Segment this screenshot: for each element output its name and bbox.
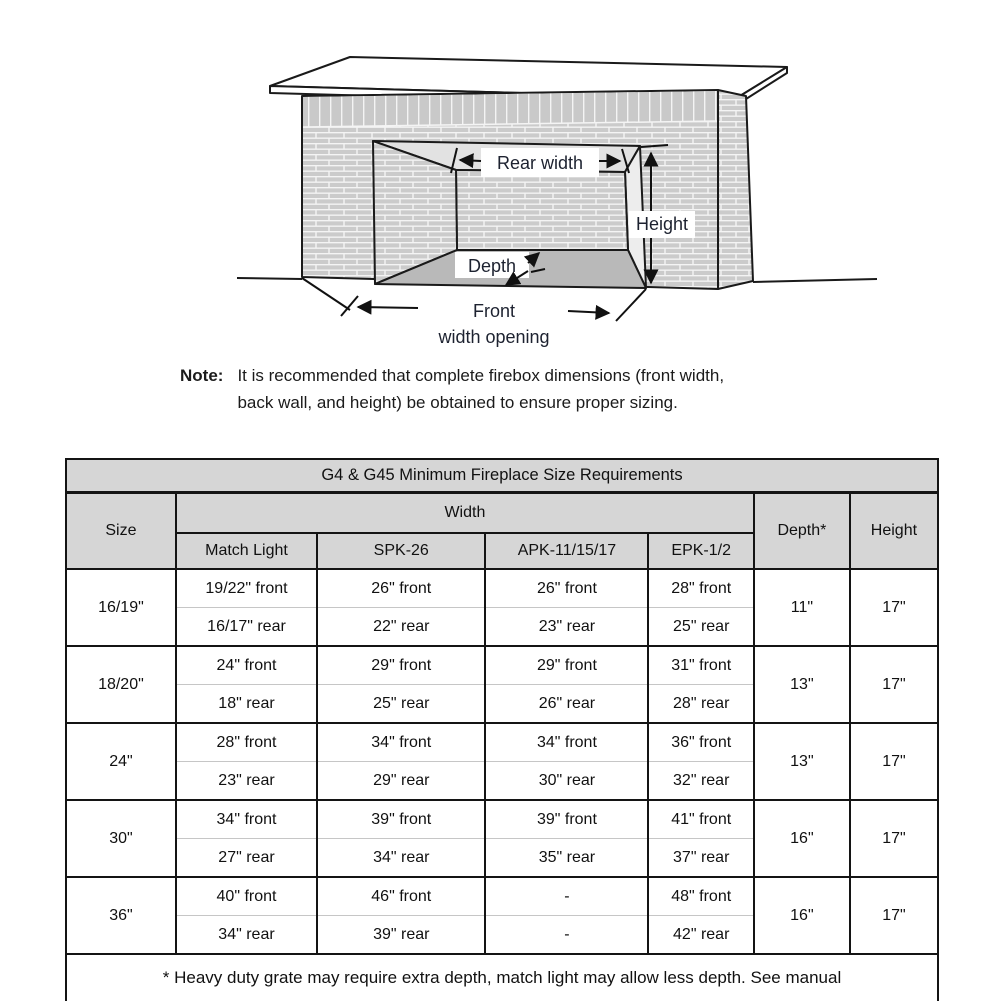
cell-rear-0-2: 23" rear — [485, 608, 648, 647]
table-title: G4 & G45 Minimum Fireplace Size Requirements — [66, 459, 938, 493]
note-label: Note: — [180, 366, 224, 385]
cell-rear-1-2: 26" rear — [485, 685, 648, 724]
cell-front-3-1: 39" front — [317, 800, 485, 839]
cell-rear-1-3: 28" rear — [648, 685, 754, 724]
col-header-depth: Depth* — [754, 493, 850, 570]
table-row-front-1 — [66, 646, 938, 685]
cell-rear-2-1: 29" rear — [317, 762, 485, 801]
cell-rear-2-3: 32" rear — [648, 762, 754, 801]
opening-back-wall — [456, 170, 628, 250]
cell-size-3: 30" — [66, 800, 176, 877]
table-row-front-4 — [66, 877, 938, 916]
cell-rear-3-0: 27" rear — [176, 839, 317, 878]
cell-size-2: 24" — [66, 723, 176, 800]
fireplace-diagram — [0, 0, 1000, 355]
cell-rear-4-0: 34" rear — [176, 916, 317, 955]
cell-rear-3-1: 34" rear — [317, 839, 485, 878]
cell-height-1: 17" — [850, 646, 938, 723]
cell-front-4-0: 40" front — [176, 877, 317, 916]
note-text-line1: It is recommended that complete firebox dimensions (front width, — [237, 366, 725, 385]
cell-rear-0-1: 22" rear — [317, 608, 485, 647]
cell-front-2-1: 34" front — [317, 723, 485, 762]
col-header-apk: APK-11/15/17 — [485, 533, 648, 569]
cell-height-0: 17" — [850, 569, 938, 646]
cell-height-4: 17" — [850, 877, 938, 954]
cell-rear-0-3: 25" rear — [648, 608, 754, 647]
table-body — [66, 569, 938, 954]
ground-line-left — [237, 278, 302, 279]
ground-line-right — [753, 279, 877, 282]
cell-front-3-3: 41" front — [648, 800, 754, 839]
table-row-front-0 — [66, 569, 938, 608]
cell-front-1-0: 24" front — [176, 646, 317, 685]
cell-front-0-1: 26" front — [317, 569, 485, 608]
cell-size-4: 36" — [66, 877, 176, 954]
cell-rear-1-1: 25" rear — [317, 685, 485, 724]
cell-front-2-2: 34" front — [485, 723, 648, 762]
front-width-label-line2: width opening — [438, 327, 550, 347]
depth-label: Depth — [467, 256, 517, 276]
cell-height-3: 17" — [850, 800, 938, 877]
cell-rear-2-0: 23" rear — [176, 762, 317, 801]
note-text-line2: back wall, and height) be obtained to ensure proper sizing. — [237, 393, 678, 412]
table-footnote: * Heavy duty grate may require extra depth, match light may allow less depth. See manual — [66, 954, 938, 1001]
cell-depth-1: 13" — [754, 646, 850, 723]
cell-front-4-3: 48" front — [648, 877, 754, 916]
cell-front-3-0: 34" front — [176, 800, 317, 839]
height-label: Height — [635, 214, 689, 234]
front-width-label-line1: Front — [472, 301, 516, 321]
cell-rear-1-0: 18" rear — [176, 685, 317, 724]
note-text — [237, 362, 724, 416]
col-header-height: Height — [850, 493, 938, 570]
table-row-front-2 — [66, 723, 938, 762]
cell-height-2: 17" — [850, 723, 938, 800]
rear-width-label: Rear width — [496, 153, 584, 173]
cell-rear-2-2: 30" rear — [485, 762, 648, 801]
col-header-epk: EPK-1/2 — [648, 533, 754, 569]
cell-size-1: 18/20" — [66, 646, 176, 723]
cell-depth-2: 13" — [754, 723, 850, 800]
cell-rear-3-2: 35" rear — [485, 839, 648, 878]
cell-size-0: 16/19" — [66, 569, 176, 646]
col-header-match-light: Match Light — [176, 533, 317, 569]
col-header-size: Size — [66, 493, 176, 570]
cell-front-4-1: 46" front — [317, 877, 485, 916]
cell-front-1-3: 31" front — [648, 646, 754, 685]
cell-front-0-2: 26" front — [485, 569, 648, 608]
cell-front-2-0: 28" front — [176, 723, 317, 762]
cell-front-0-3: 28" front — [648, 569, 754, 608]
cell-front-3-2: 39" front — [485, 800, 648, 839]
cell-depth-4: 16" — [754, 877, 850, 954]
cell-front-1-2: 29" front — [485, 646, 648, 685]
cell-front-1-1: 29" front — [317, 646, 485, 685]
cell-depth-3: 16" — [754, 800, 850, 877]
cell-front-2-3: 36" front — [648, 723, 754, 762]
cell-rear-4-3: 42" rear — [648, 916, 754, 955]
col-header-width: Width — [176, 493, 754, 534]
col-header-spk26: SPK-26 — [317, 533, 485, 569]
cell-rear-0-0: 16/17" rear — [176, 608, 317, 647]
cell-depth-0: 11" — [754, 569, 850, 646]
table-row-front-3 — [66, 800, 938, 839]
cell-front-4-2: - — [485, 877, 648, 916]
fireplace-size-table — [65, 458, 939, 1001]
cell-rear-4-1: 39" rear — [317, 916, 485, 955]
cell-rear-3-3: 37" rear — [648, 839, 754, 878]
cell-rear-4-2: - — [485, 916, 648, 955]
note-block — [180, 362, 860, 416]
cell-front-0-0: 19/22" front — [176, 569, 317, 608]
